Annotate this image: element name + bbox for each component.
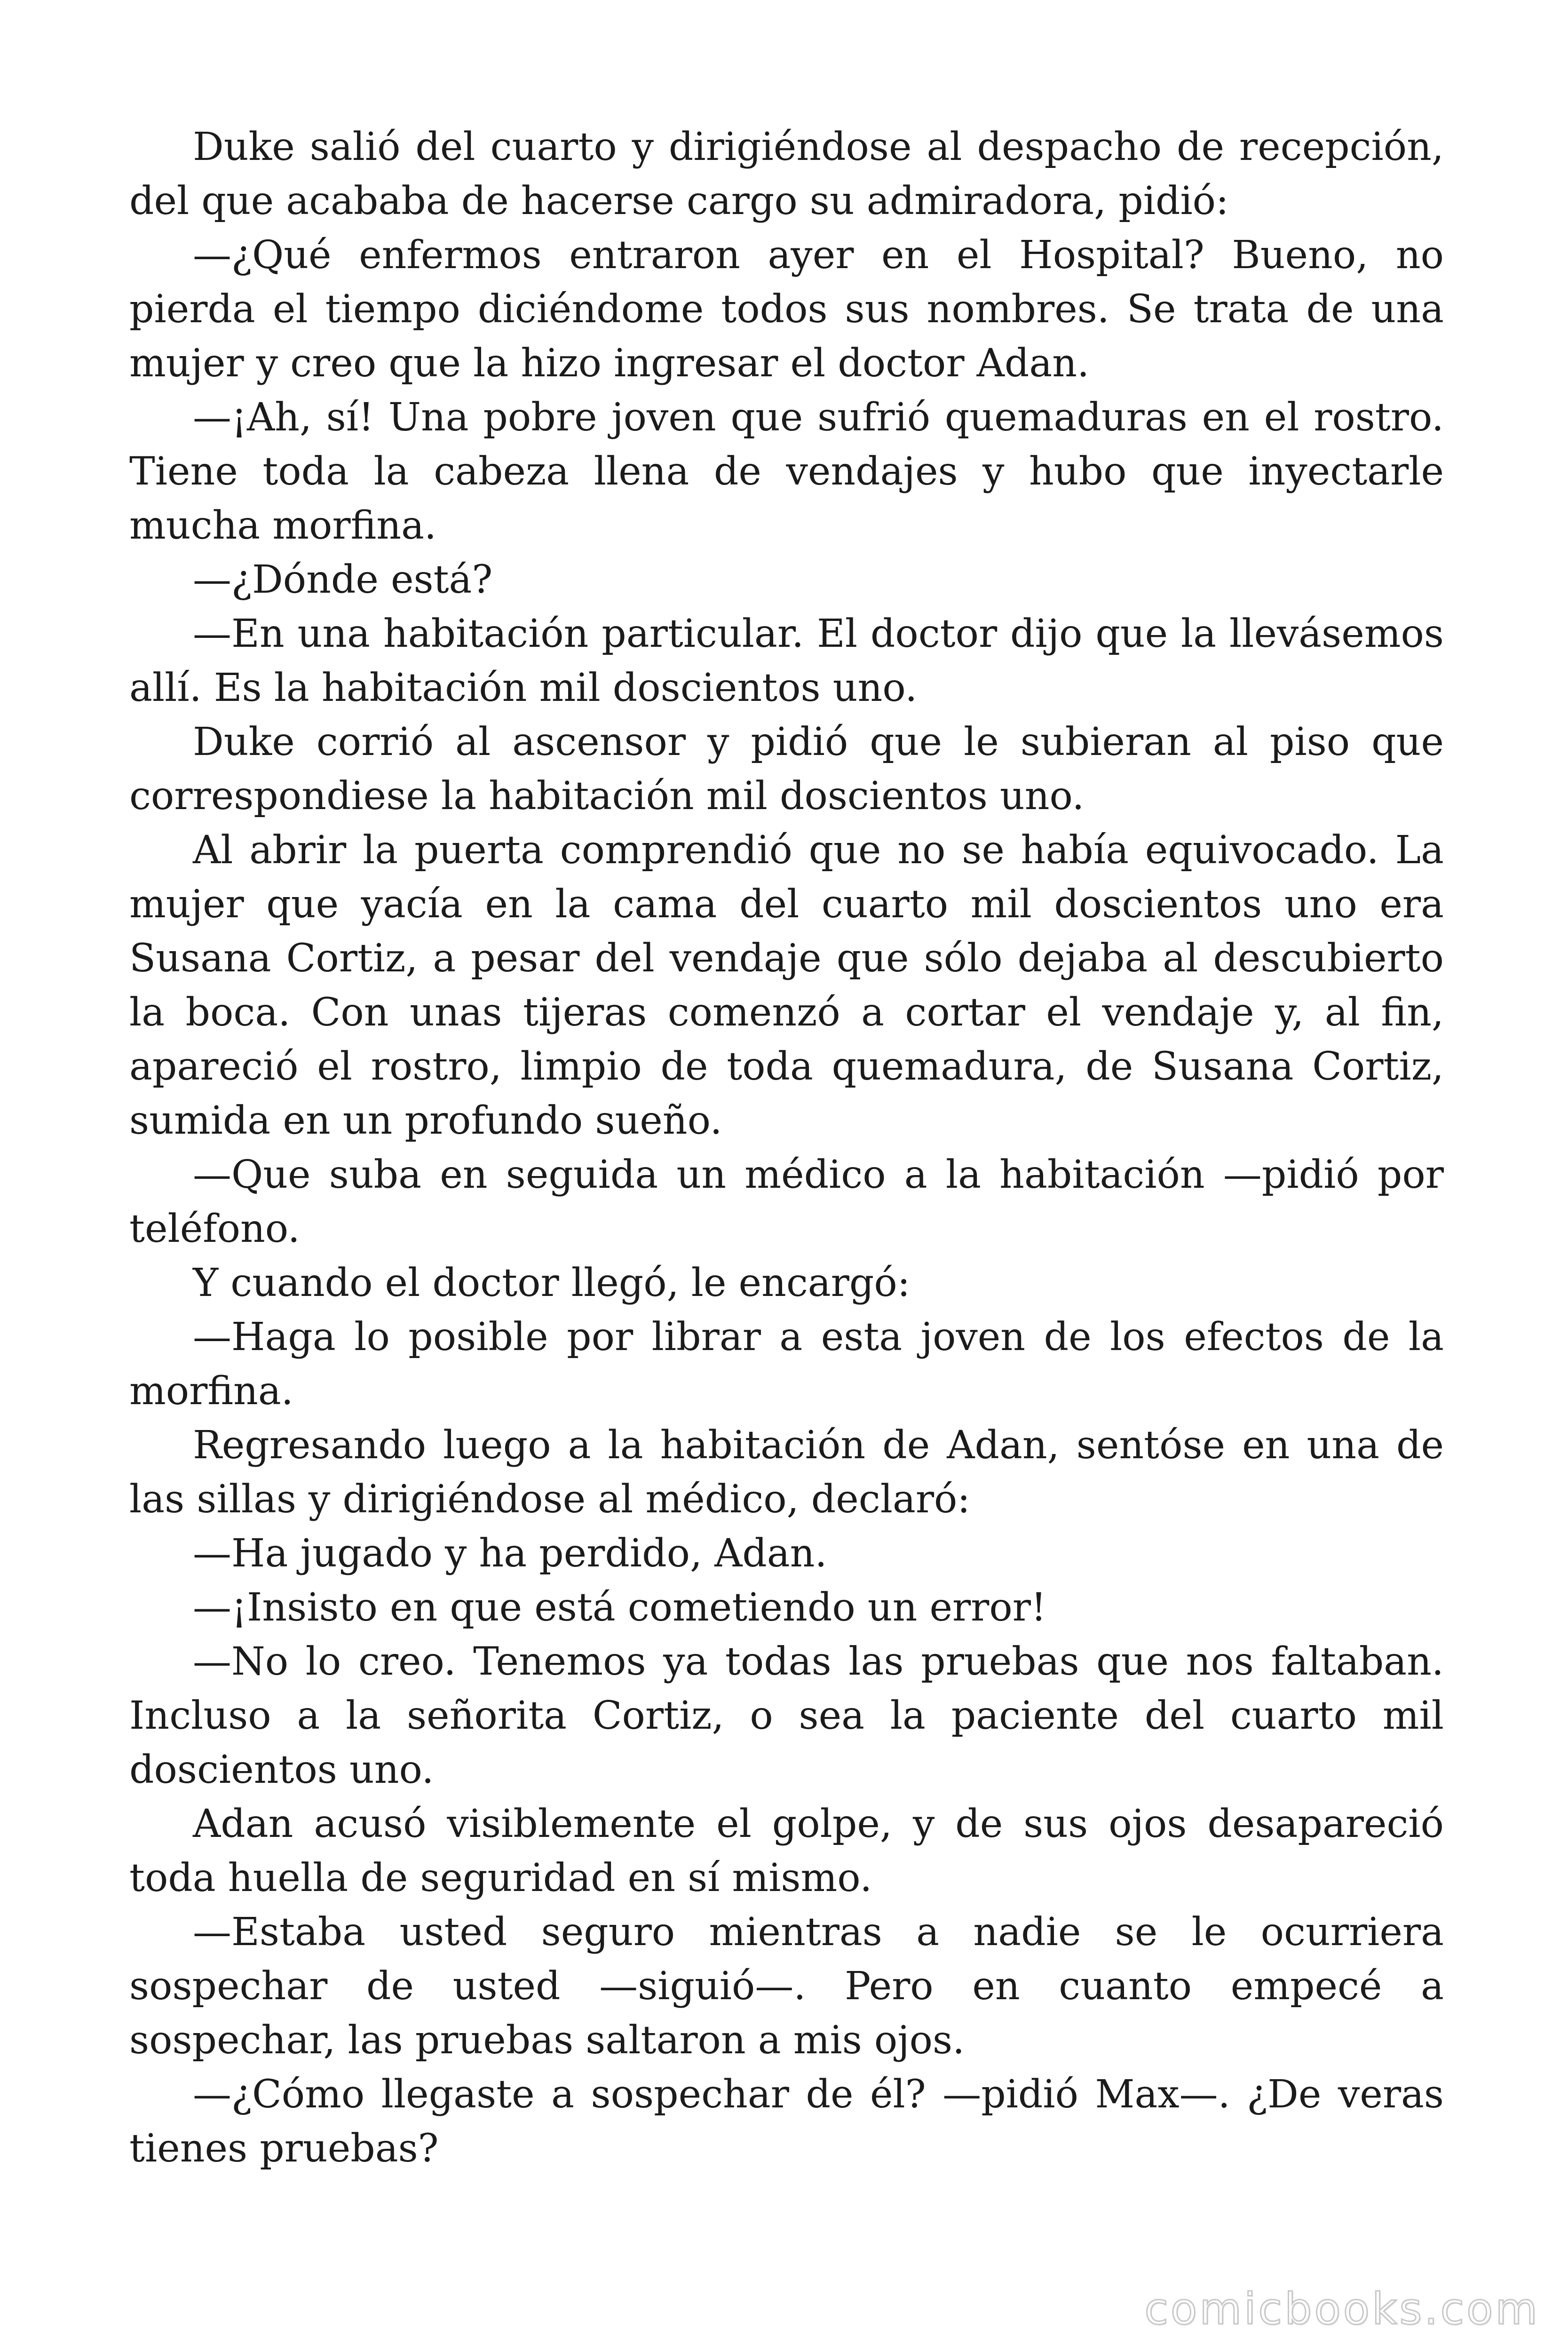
paragraph: —Estaba usted seguro mientras a nadie se le ocurriera sospechar de usted —siguió—. Pero en cuanto empecé a sospechar, las pruebas saltaron a mis ojos. — [129, 1910, 1444, 2063]
paragraph: —No lo creo. Tenemos ya todas las pruebas que nos faltaban. Incluso a la señorita Cortiz, o sea la paciente del cuarto mil doscientos uno. — [129, 1639, 1444, 1792]
paragraph: Adan acusó visiblemente el golpe, y de sus ojos desapareció toda huella de seguridad en sí mismo. — [129, 1802, 1444, 1900]
paragraph: —¡Ah, sí! Una pobre joven que sufrió quemaduras en el rostro. Tiene toda la cabeza llena de vendajes y hubo que inyectarle mucha morfina. — [129, 395, 1444, 548]
paragraph: —Que suba en seguida un médico a la habitación —pidió por teléfono. — [129, 1152, 1444, 1251]
paragraph: —¿Dónde está? — [193, 557, 493, 602]
paragraph: —¡Insisto en que está cometiendo un error! — [193, 1585, 1046, 1630]
paragraph: Y cuando el doctor llegó, le encargó: — [193, 1261, 911, 1305]
watermark: comicbooks.com — [1144, 2284, 1540, 2334]
paragraph: Duke salió del cuarto y dirigiéndose al despacho de recepción, del que acababa de hacerse cargo su admiradora, pidió: — [129, 125, 1444, 223]
paragraph: —¿Cómo llegaste a sospechar de él? —pidió Max—. ¿De veras tienes pruebas? — [129, 2072, 1444, 2171]
paragraph: Al abrir la puerta comprendió que no se había equivocado. La mujer que yacía en la cama del cuarto mil doscientos uno era Susana Cortiz, a pesar del vendaje que sólo dejaba al descubierto la boca. Con unas tijeras comenzó a cortar el vendaje y, al fin, apareció el rostro, limpio de toda quemadura, de Susana Cortiz, sumida en un profundo sueño. — [129, 828, 1444, 1143]
body-text — [129, 120, 1444, 2176]
paragraph: Regresando luego a la habitación de Adan, sentóse en una de las sillas y dirigiéndose al médico, declaró: — [129, 1423, 1444, 1522]
paragraph: —Ha jugado y ha perdido, Adan. — [193, 1531, 827, 1576]
paragraph: —¿Qué enfermos entraron ayer en el Hospital? Bueno, no pierda el tiempo diciéndome todos sus nombres. Se trata de una mujer y creo que la hizo ingresar el doctor Adan. — [129, 233, 1444, 386]
paragraph: Duke corrió al ascensor y pidió que le subieran al piso que correspondiese la habitación mil doscientos uno. — [129, 720, 1444, 818]
paragraph: —En una habitación particular. El doctor dijo que la llevásemos allí. Es la habitación mil doscientos uno. — [129, 612, 1444, 710]
paragraph: —Haga lo posible por librar a esta joven de los efectos de la morfina. — [129, 1315, 1444, 1414]
